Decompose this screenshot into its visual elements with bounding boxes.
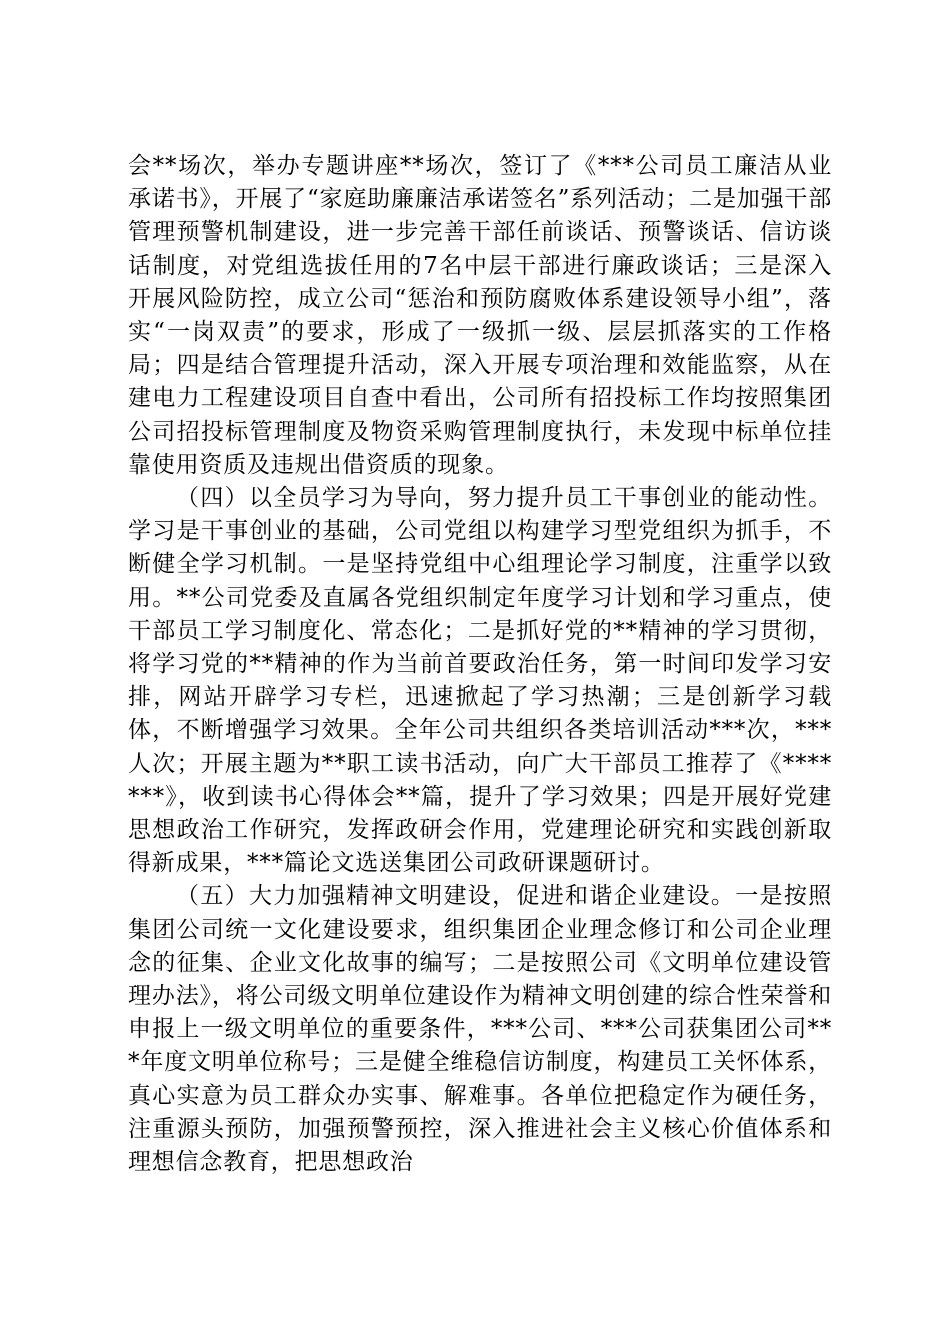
paragraph-continuation: 会**场次，举办专题讲座**场次，签订了《***公司员工廉洁从业承诺书》，开展了“家庭助廉廉洁承诺签名”系列活动；二是加强干部管理预警机制建设，进一步完善干部任前谈话、预警谈话、信访谈话制度，对党组选拔任用的7名中层干部进行廉政谈话；三是深入开展风险防控，成立公司“惩治和预防腐败体系建设领导小组”，落实“一岗双责”的要求，形成了一级抓一级、层层抓落实的工作格局；四是结合管理提升活动，深入开展专项治理和效能监察，从在建电力工程建设项目自查中看出，公司所有招投标工作均按照集团公司招投标管理制度及物资采购管理制度执行，未发现中标单位挂靠使用资质及违规出借资质的现象。: [128, 153, 832, 478]
document-page: [128, 150, 832, 1179]
paragraph-section-four: （四）以全员学习为导向，努力提升员工干事创业的能动性。学习是干事创业的基础，公司党组以构建学习型党组织为抓手，不断健全学习机制。一是坚持党组中心组理论学习制度，注重学以致用。**公司党委及直属各党组织制定年度学习计划和学习重点，使干部员工学习制度化、常态化；二是抓好党的**精神的学习贯彻，将学习党的**精神的作为当前首要政治任务，第一时间印发学习安排，网站开辟学习专栏，迅速掀起了学习热潮；三是创新学习载体，不断增强学习效果。全年公司共组织各类培训活动***次，***人次；开展主题为**职工读书活动，向广大干部员工推荐了《*******》，收到读书心得体会**篇，提升了学习效果；四是开展好党建思想政治工作研究，发挥政研会作用，党建理论研究和实践创新取得新成果，***篇论文选送集团公司政研课题研讨。: [128, 485, 832, 877]
paragraph-section-five: （五）大力加强精神文明建设，促进和谐企业建设。一是按照集团公司统一文化建设要求，组织集团企业理念修订和公司企业理念的征集、企业文化故事的编写；二是按照公司《文明单位建设管理办法》，将公司级文明单位建设作为精神文明创建的综合性荣誉和申报上一级文明单位的重要条件，***公司、***公司获集团公司***年度文明单位称号；三是健全维稳信访制度，构建员工关怀体系，真心实意为员工群众办实事、解难事。各单位把稳定作为硬任务，注重源头预防，加强预警预控，深入推进社会主义核心价值体系和理想信念教育，把思想政治: [128, 883, 832, 1176]
